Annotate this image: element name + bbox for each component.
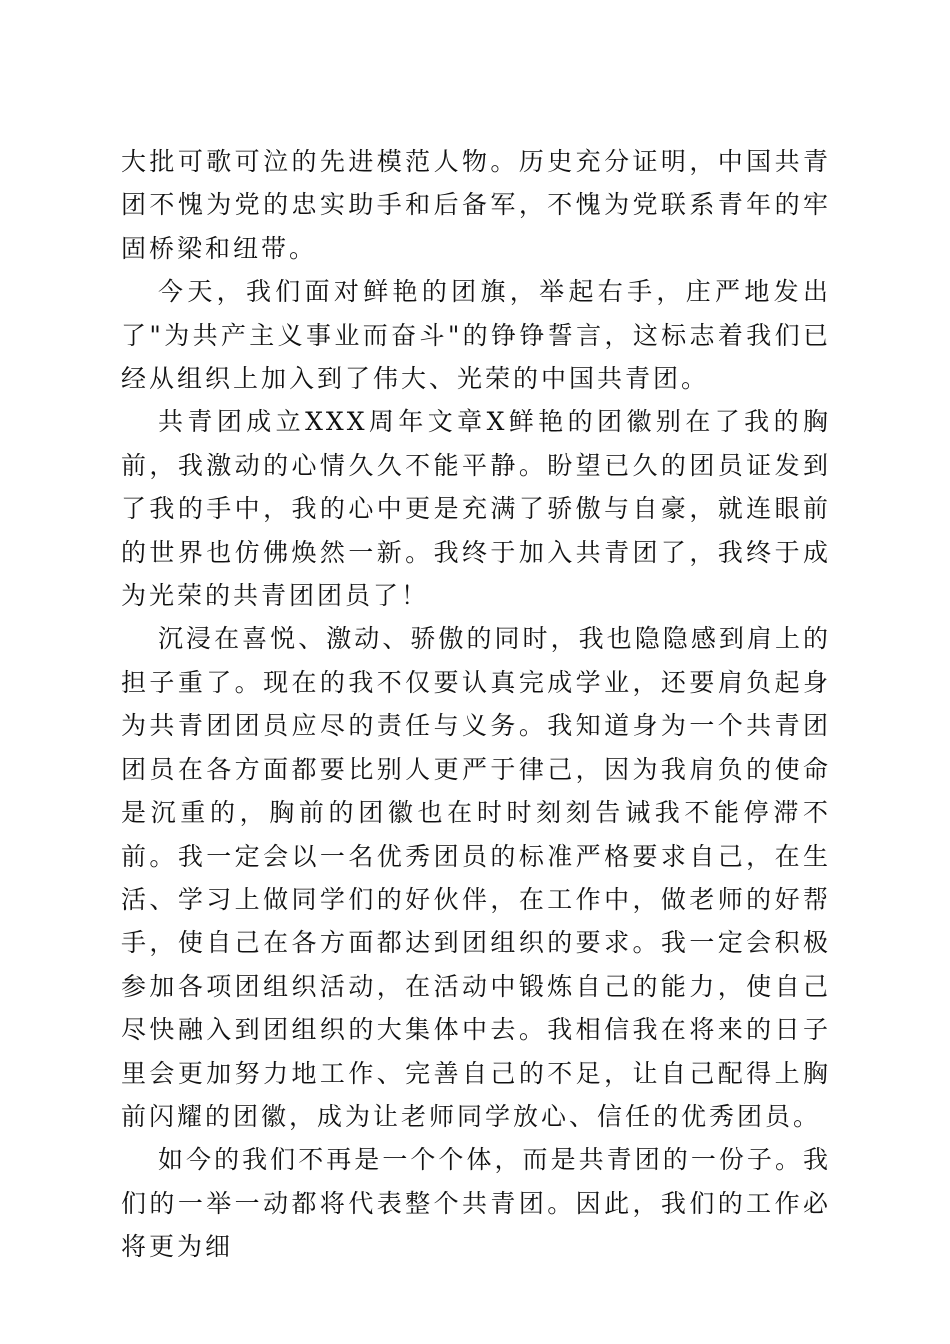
paragraph-responsibility: 沉浸在喜悦、激动、骄傲的同时，我也隐隐感到肩上的担子重了。现在的我不仅要认真完成学业，还要肩负起身为共青团团员应尽的责任与义务。我知道身为一个共青团团员在各方面都要比别人更严于律己，因为我肩负的使命是沉重的，胸前的团徽也在时时刻刻告诫我不能停滞不前。我一定会以一名优秀团员的标准严格要求自己，在生活、学习上做同学们的好伙伴，在工作中，做老师的好帮手，使自己在各方面都达到团组织的要求。我一定会积极参加各项团组织活动，在活动中锻炼自己的能力，使自己尽快融入到团组织的大集体中去。我相信我在将来的日子里会更加努力地工作、完善自己的不足，让自己配得上胸前闪耀的团徽，成为让老师同学放心、信任的优秀团员。 xyxy=(121,624,831,1131)
paragraph-badge: 共青团成立XXX周年文章X鲜艳的团徽别在了我的胸前，我激动的心情久久不能平静。盼望已久的团员证发到了我的手中，我的心中更是充满了骄傲与自豪，就连眼前的世界也仿佛焕然一新。我终于加入共青团了，我终于成为光荣的共青团团员了！ xyxy=(121,407,831,611)
document-body xyxy=(121,140,831,1269)
paragraph-continuation: 大批可歌可泣的先进模范人物。历史充分证明，中国共青团不愧为党的忠实助手和后备军，不愧为党联系青年的牢固桥梁和纽带。 xyxy=(121,147,831,263)
paragraph-representation: 如今的我们不再是一个个体，而是共青团的一份子。我们的一举一动都将代表整个共青团。因此，我们的工作必将更为细 xyxy=(121,1145,831,1262)
paragraph-oath: 今天，我们面对鲜艳的团旗，举起右手，庄严地发出了"为共产主义事业而奋斗"的铮铮誓言，这标志着我们已经从组织上加入到了伟大、光荣的中国共青团。 xyxy=(121,277,831,394)
